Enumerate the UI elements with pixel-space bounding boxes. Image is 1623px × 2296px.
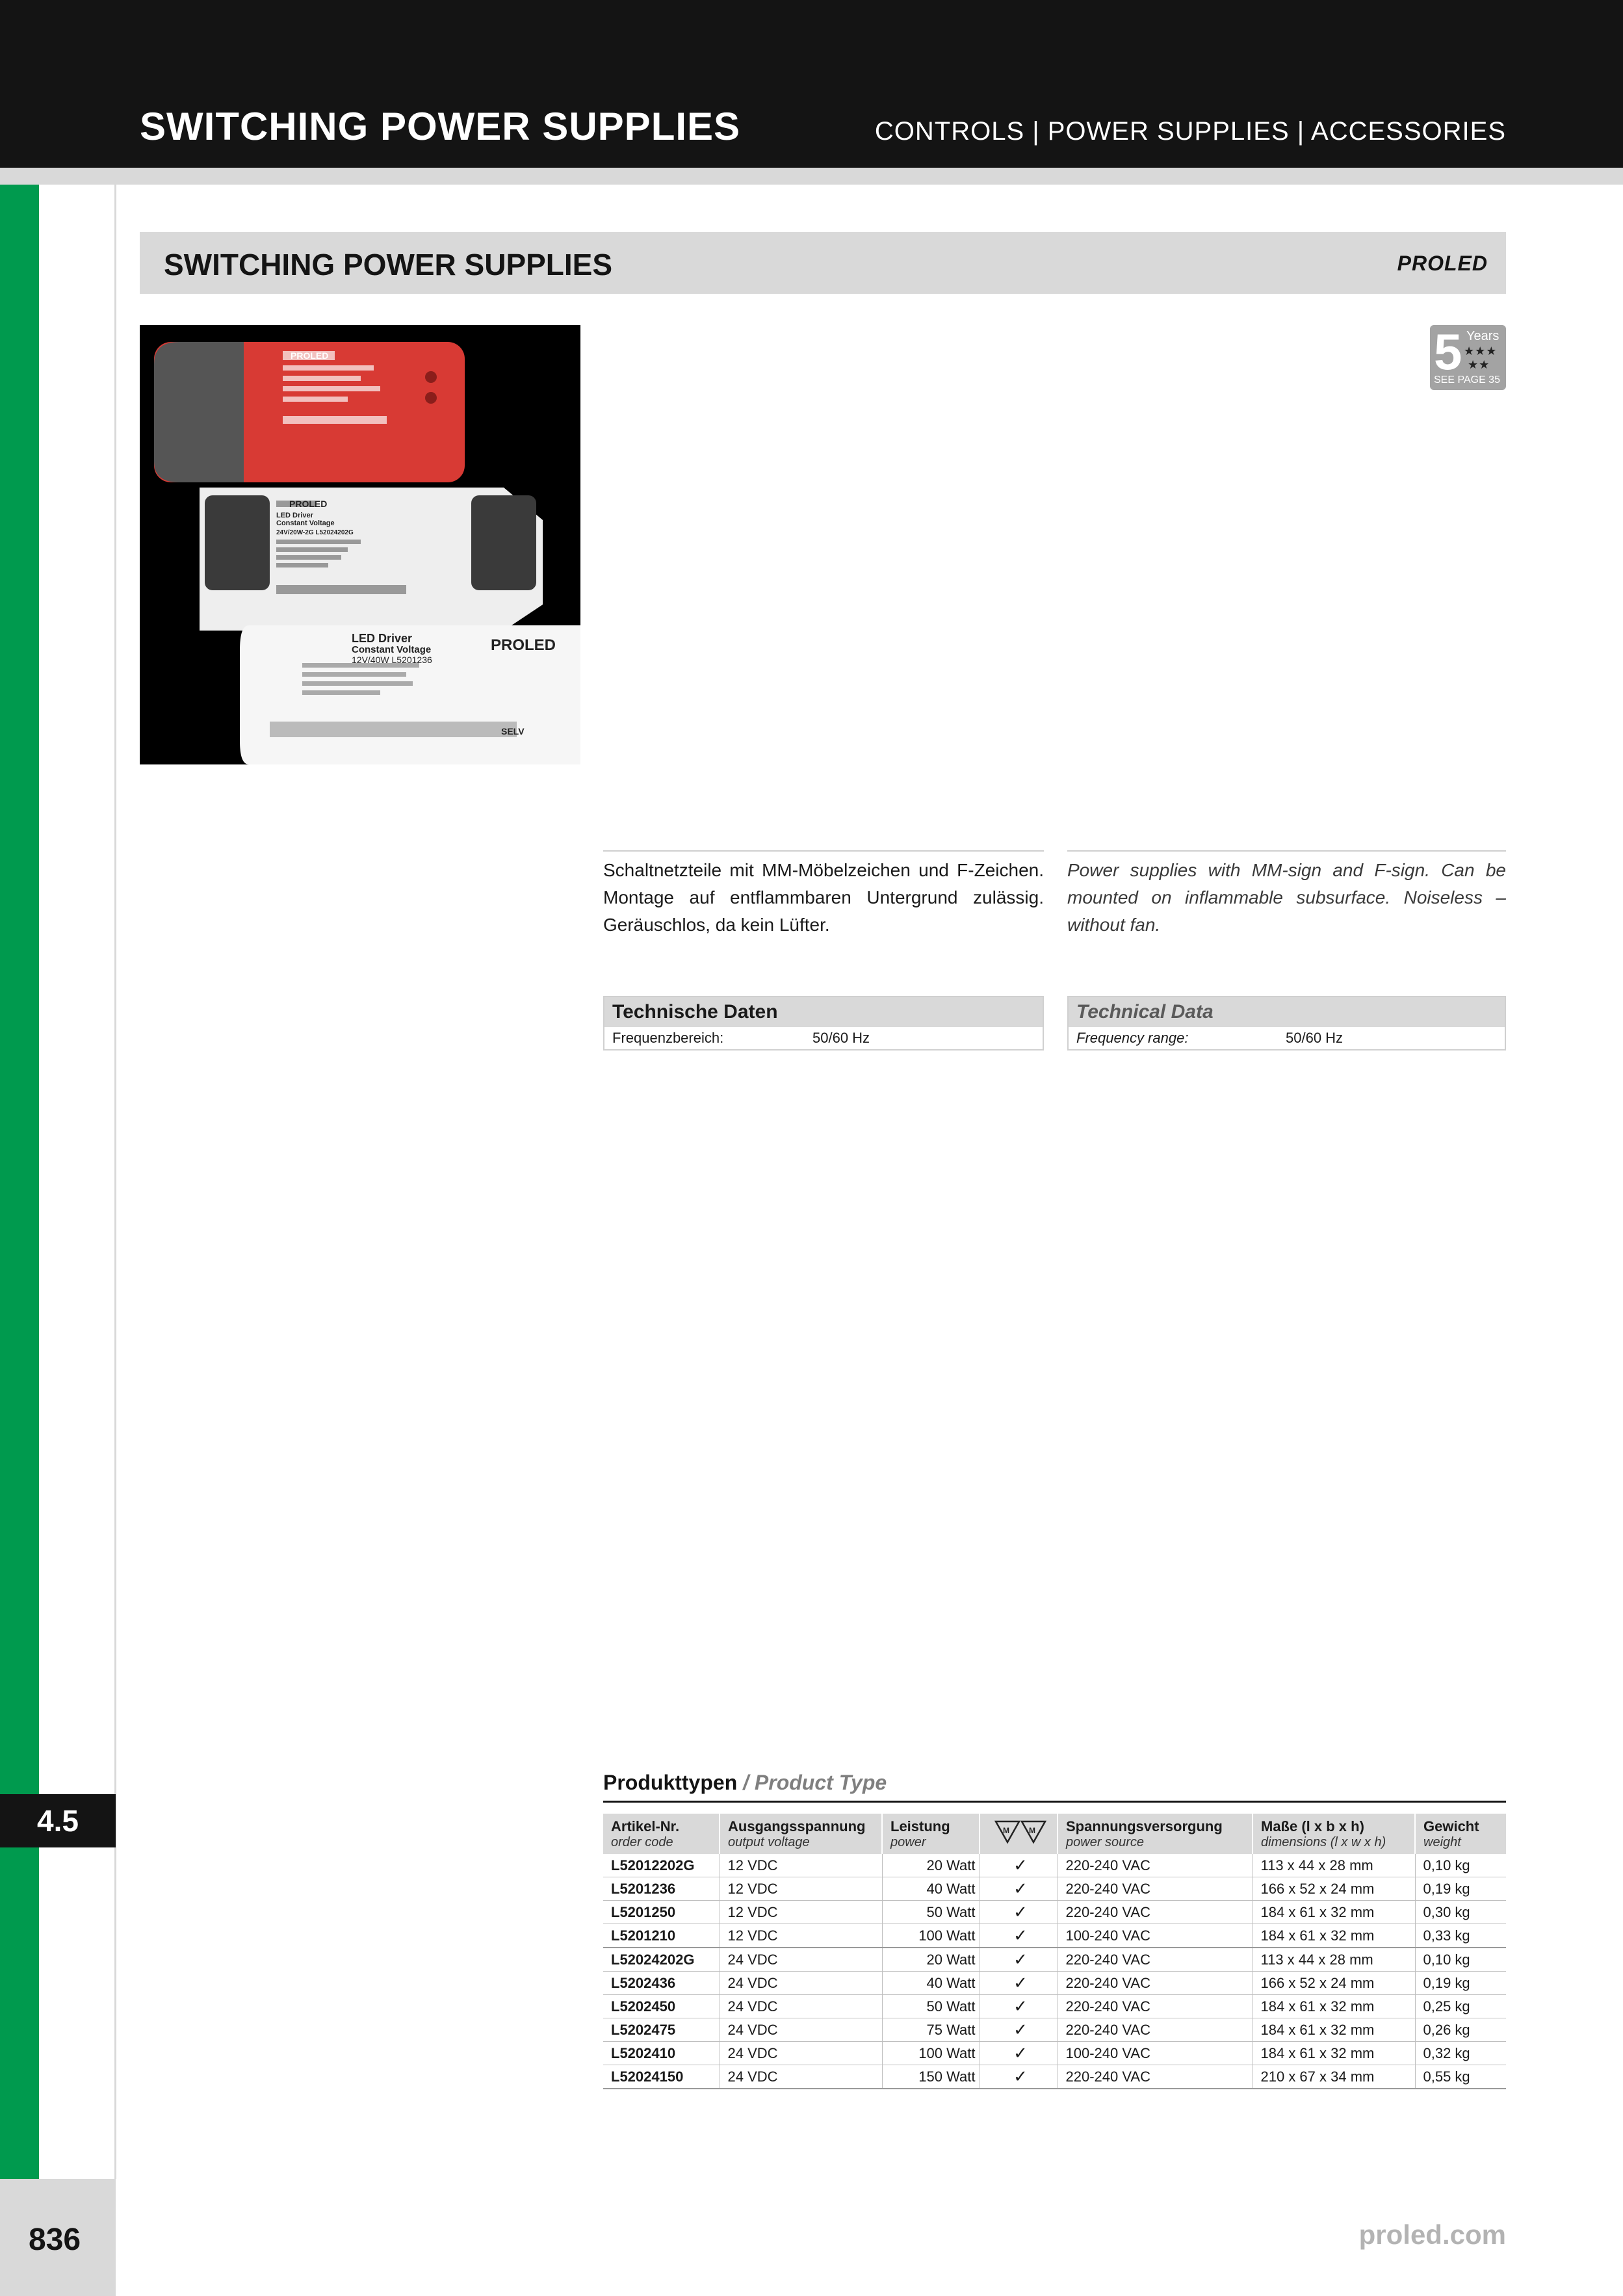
description-en: Power supplies with MM-sign and F-sign. Can be mounted on inflammable subsurface. Noiseless – without fan. <box>1067 860 1506 935</box>
warranty-note: SEE PAGE 35 <box>1434 374 1500 385</box>
dimensions: 113 x 44 x 28 mm <box>1253 1854 1415 1877</box>
product-photo <box>140 325 580 764</box>
power-source: 220-240 VAC <box>1058 1901 1253 1924</box>
order-code: L5202450 <box>603 1995 720 2018</box>
table-row <box>603 1995 1506 2018</box>
output-voltage: 24 VDC <box>720 1995 882 2018</box>
column-header: Leistung power <box>882 1814 980 1854</box>
technical-data-row-en <box>1069 1027 1505 1049</box>
mid-unit-brand: PROLED <box>289 499 328 509</box>
mid-unit-model: 24V/20W-2G L52024202G <box>276 529 354 536</box>
table-row <box>603 2018 1506 2042</box>
checkmark-icon: ✓ <box>980 2042 1058 2065</box>
power: 50 Watt <box>882 1901 980 1924</box>
output-voltage: 24 VDC <box>720 2065 882 2089</box>
table-row <box>603 1854 1506 1877</box>
table-header-row <box>603 1814 1506 1854</box>
power-source: 220-240 VAC <box>1058 1972 1253 1995</box>
front-unit-brand: PROLED <box>491 636 556 654</box>
checkmark-icon: ✓ <box>980 2065 1058 2089</box>
table-row <box>603 1948 1506 1972</box>
order-code: L52024202G <box>603 1948 720 1972</box>
weight: 0,32 kg <box>1415 2042 1506 2065</box>
product-types-rule <box>603 1801 1506 1803</box>
front-unit-line2: Constant Voltage <box>352 644 432 655</box>
weight: 0,26 kg <box>1415 2018 1506 2042</box>
weight: 0,10 kg <box>1415 1854 1506 1877</box>
checkmark-icon: ✓ <box>980 1901 1058 1924</box>
column-header: Gewicht weight <box>1415 1814 1506 1854</box>
mid-unit-line1: LED Driver <box>276 512 313 519</box>
weight: 0,33 kg <box>1415 1924 1506 1948</box>
order-code: L5201210 <box>603 1924 720 1948</box>
mid-unit-line2: Constant Voltage <box>276 519 335 527</box>
order-code: L5202436 <box>603 1972 720 1995</box>
column-header: Ausgangsspannung output voltage <box>720 1814 882 1854</box>
dimensions: 166 x 52 x 24 mm <box>1253 1972 1415 1995</box>
power: 50 Watt <box>882 1995 980 2018</box>
power: 150 Watt <box>882 2065 980 2089</box>
column-header: Maße (l x b x h) dimensions (l x w x h) <box>1253 1814 1415 1854</box>
power: 100 Watt <box>882 1924 980 1948</box>
output-voltage: 12 VDC <box>720 1901 882 1924</box>
footer-url: proled.com <box>1358 2219 1506 2250</box>
weight: 0,19 kg <box>1415 1972 1506 1995</box>
table-row <box>603 1972 1506 1995</box>
dimensions: 184 x 61 x 32 mm <box>1253 1995 1415 2018</box>
checkmark-icon: ✓ <box>980 1948 1058 1972</box>
red-unit-brand: PROLED <box>291 350 329 361</box>
description-de: Schaltnetzteile mit MM-Möbelzeichen und F-Zeichen. Montage auf entflammbaren Untergrund zulässig. Geräuschlos, da kein Lüfter. <box>603 860 1044 935</box>
chapter-color-bar <box>0 185 39 2179</box>
weight: 0,19 kg <box>1415 1877 1506 1901</box>
technical-data-de <box>603 996 1044 1050</box>
dimensions: 113 x 44 x 28 mm <box>1253 1948 1415 1972</box>
power-source: 220-240 VAC <box>1058 2065 1253 2089</box>
output-voltage: 24 VDC <box>720 2042 882 2065</box>
frequency-value-de: 50/60 Hz <box>812 1030 870 1046</box>
weight: 0,10 kg <box>1415 1948 1506 1972</box>
output-voltage: 12 VDC <box>720 1877 882 1901</box>
front-unit-selv: SELV <box>501 726 525 737</box>
warranty-years: Years <box>1466 329 1500 343</box>
section-title: SWITCHING POWER SUPPLIES <box>164 248 613 281</box>
order-code: L52024150 <box>603 2065 720 2089</box>
mm-sign-icon <box>994 1819 1046 1845</box>
column-header: Artikel-Nr. order code <box>603 1814 720 1854</box>
power-supplies-illustration <box>140 325 580 764</box>
power-source: 100-240 VAC <box>1058 1924 1253 1948</box>
section-tab: 4.5 <box>0 1794 116 1847</box>
dimensions: 210 x 67 x 34 mm <box>1253 2065 1415 2089</box>
front-unit-line1: LED Driver <box>352 632 413 645</box>
category-nav: CONTROLS | POWER SUPPLIES | ACCESSORIES <box>874 117 1506 146</box>
power-source: 220-240 VAC <box>1058 1995 1253 2018</box>
technical-data-title-de: Technische Daten <box>604 997 1043 1027</box>
header-divider <box>0 168 1623 185</box>
checkmark-icon: ✓ <box>980 1924 1058 1948</box>
order-code: L5202475 <box>603 2018 720 2042</box>
power: 40 Watt <box>882 1972 980 1995</box>
proled-logo: PROLED <box>1397 252 1488 275</box>
technical-data-title-en: Technical Data <box>1069 997 1505 1027</box>
table-row <box>603 2065 1506 2089</box>
stars-icon: ★★★ ★★ <box>1464 345 1498 371</box>
checkmark-icon: ✓ <box>980 1995 1058 2018</box>
order-code: L52012202G <box>603 1854 720 1877</box>
description-rule-en <box>1067 850 1506 852</box>
front-unit-model: 12V/40W L5201236 <box>352 655 432 665</box>
power-source: 220-240 VAC <box>1058 2018 1253 2042</box>
power: 100 Watt <box>882 2042 980 2065</box>
checkmark-icon: ✓ <box>980 2018 1058 2042</box>
warranty-number: 5 <box>1434 323 1462 380</box>
power-source: 220-240 VAC <box>1058 1877 1253 1901</box>
dimensions: 184 x 61 x 32 mm <box>1253 2018 1415 2042</box>
product-types-table <box>603 1814 1506 2089</box>
red-driver-endcap <box>154 342 244 482</box>
technical-data-en <box>1067 996 1506 1050</box>
technical-data-row-de <box>604 1027 1043 1049</box>
power-source: 220-240 VAC <box>1058 1854 1253 1877</box>
output-voltage: 12 VDC <box>720 1854 882 1877</box>
order-code: L5202410 <box>603 2042 720 2065</box>
output-voltage: 24 VDC <box>720 1972 882 1995</box>
weight: 0,25 kg <box>1415 1995 1506 2018</box>
checkmark-icon: ✓ <box>980 1854 1058 1877</box>
power-source: 100-240 VAC <box>1058 2042 1253 2065</box>
frequency-value-en: 50/60 Hz <box>1286 1030 1344 1046</box>
output-voltage: 24 VDC <box>720 1948 882 1972</box>
dimensions: 166 x 52 x 24 mm <box>1253 1877 1415 1901</box>
product-types-title-en: / Product Type <box>743 1771 887 1794</box>
table-row <box>603 1901 1506 1924</box>
svg-text:M: M <box>1003 1826 1009 1835</box>
power: 20 Watt <box>882 1854 980 1877</box>
power: 40 Watt <box>882 1877 980 1901</box>
checkmark-icon: ✓ <box>980 1877 1058 1901</box>
column-header: Spannungsversorgung power source <box>1058 1814 1253 1854</box>
dimensions: 184 x 61 x 32 mm <box>1253 1901 1415 1924</box>
frequency-label-en: Frequency range: <box>1076 1030 1189 1046</box>
weight: 0,55 kg <box>1415 2065 1506 2089</box>
output-voltage: 24 VDC <box>720 2018 882 2042</box>
margin-line <box>114 185 116 2179</box>
order-code: L5201236 <box>603 1877 720 1901</box>
description-rule-de <box>603 850 1044 852</box>
dimensions: 184 x 61 x 32 mm <box>1253 2042 1415 2065</box>
table-row <box>603 1877 1506 1901</box>
output-voltage: 12 VDC <box>720 1924 882 1948</box>
power: 20 Watt <box>882 1948 980 1972</box>
page-header-title: SWITCHING POWER SUPPLIES <box>140 105 741 148</box>
product-types-title <box>603 1771 887 1795</box>
table-row <box>603 1924 1506 1948</box>
power-source: 220-240 VAC <box>1058 1948 1253 1972</box>
checkmark-icon: ✓ <box>980 1972 1058 1995</box>
dimensions: 184 x 61 x 32 mm <box>1253 1924 1415 1948</box>
table-row <box>603 2042 1506 2065</box>
weight: 0,30 kg <box>1415 1901 1506 1924</box>
order-code: L5201250 <box>603 1901 720 1924</box>
column-header <box>980 1814 1058 1854</box>
frequency-label-de: Frequenzbereich: <box>612 1030 724 1046</box>
svg-text:M: M <box>1029 1826 1035 1835</box>
product-types-title-de: Produkttypen <box>603 1771 738 1794</box>
power: 75 Watt <box>882 2018 980 2042</box>
warranty-badge <box>1430 325 1506 390</box>
page-number: 836 <box>29 2223 81 2257</box>
